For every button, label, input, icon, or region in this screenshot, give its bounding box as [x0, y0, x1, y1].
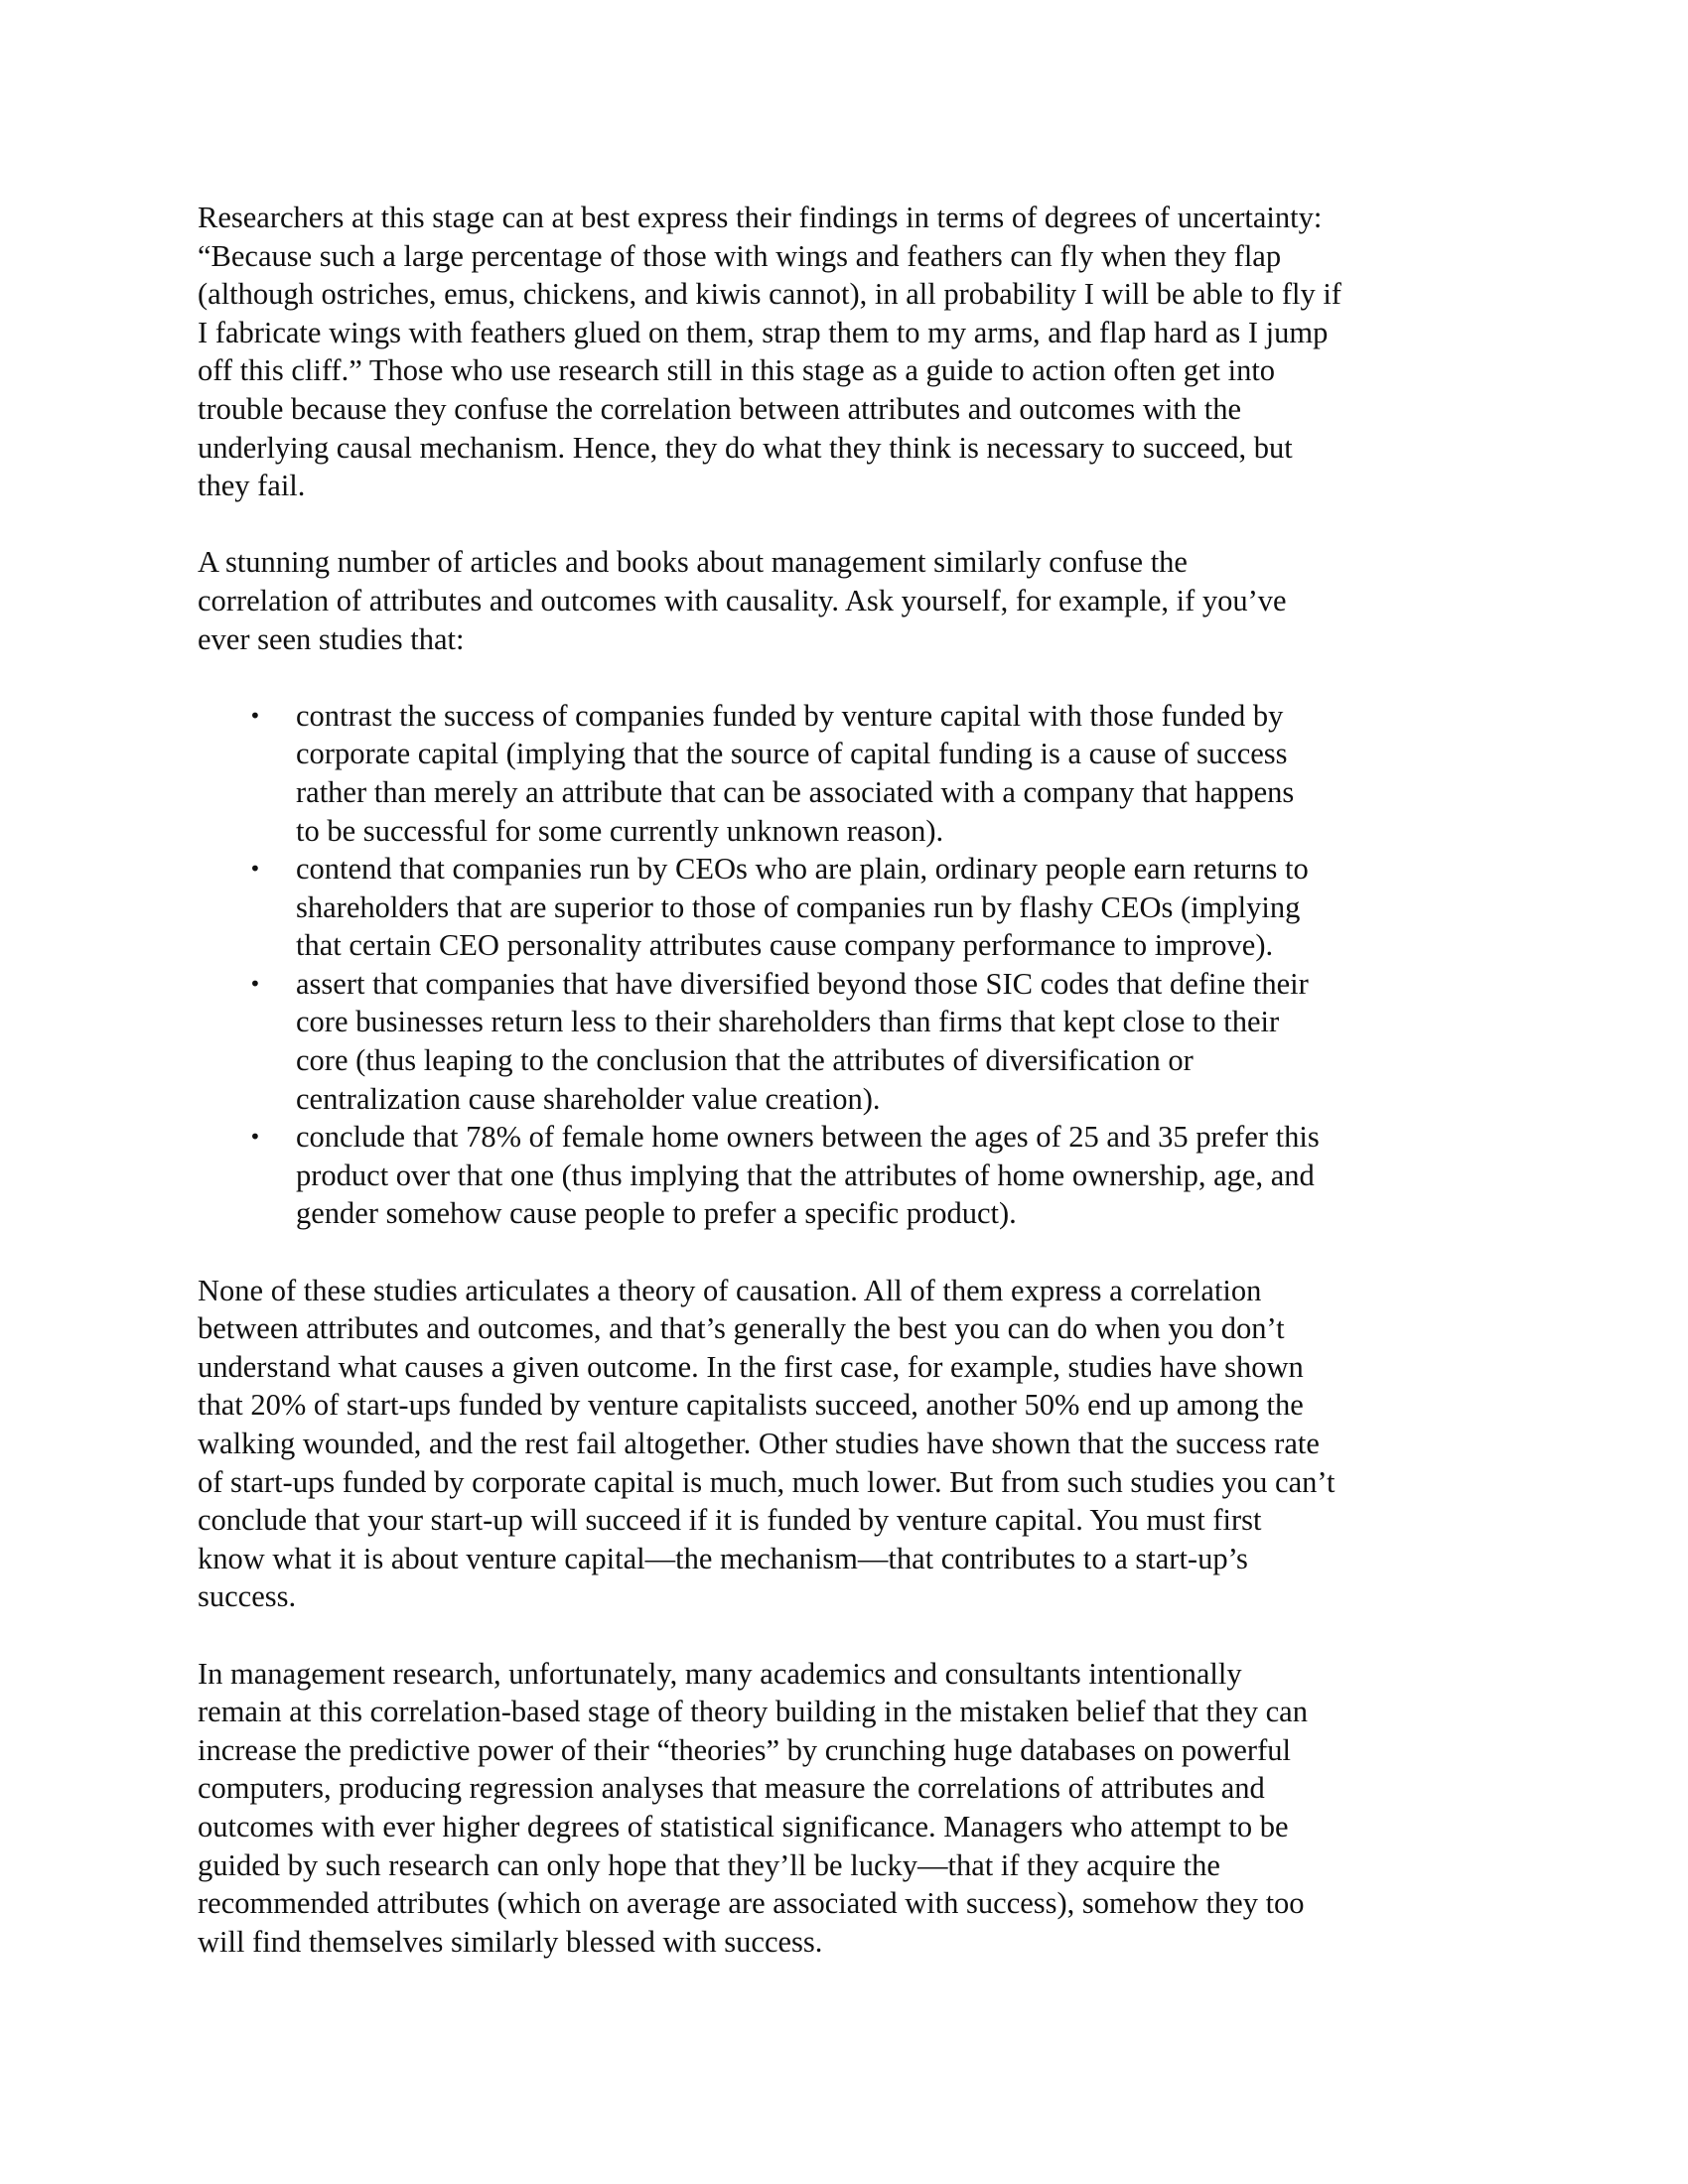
text-line: core (thus leaping to the conclusion that the attributes of diversification or	[296, 1043, 1194, 1078]
bullet-icon: •	[249, 703, 261, 728]
text-line: between attributes and outcomes, and that’s generally the best you can do when you don’t	[198, 1311, 1285, 1346]
text-line: shareholders that are superior to those of companies run by flashy CEOs (implying	[296, 889, 1301, 924]
text-line: know what it is about venture capital—the mechanism—that contributes to a start-up’s	[198, 1541, 1248, 1575]
list-item	[198, 1118, 1508, 1233]
text-line: rather than merely an attribute that can be associated with a company that happens	[296, 774, 1295, 809]
text-line: off this cliff.” Those who use research still in this stage as a guide to action often get into	[198, 353, 1276, 388]
text-line: core businesses return less to their shareholders than firms that kept close to their	[296, 1005, 1280, 1039]
text-line: recommended attributes (which on average are associated with success), somehow they too	[198, 1886, 1305, 1921]
bullet-icon: •	[249, 1125, 261, 1150]
paragraph	[198, 199, 1508, 505]
text-line: conclude that your start-up will succeed if it is funded by venture capital. You must first	[198, 1503, 1262, 1538]
text-line: product over that one (thus implying that the attributes of home ownership, age, and	[296, 1158, 1315, 1192]
text-line: trouble because they confuse the correlation between attributes and outcomes with the	[198, 391, 1242, 426]
list-item	[198, 697, 1508, 850]
bullet-icon: •	[249, 971, 261, 996]
text-line: correlation of attributes and outcomes with causality. Ask yourself, for example, if you’ve	[198, 583, 1287, 617]
text-line: underlying causal mechanism. Hence, they do what they think is necessary to succeed, but	[198, 430, 1293, 465]
text-line: of start-ups funded by corporate capital is much, much lower. But from such studies you can’t	[198, 1464, 1336, 1499]
text-line: gender somehow cause people to prefer a specific product).	[296, 1196, 1017, 1231]
text-line: that certain CEO personality attributes cause company performance to improve).	[296, 928, 1274, 963]
text-line: that 20% of start-ups funded by venture capitalists succeed, another 50% end up among the	[198, 1388, 1304, 1423]
text-line: conclude that 78% of female home owners between the ages of 25 and 35 prefer this	[296, 1120, 1320, 1155]
text-line: understand what causes a given outcome. In the first case, for example, studies have shown	[198, 1349, 1304, 1384]
list-item	[198, 850, 1508, 965]
text-line: I fabricate wings with feathers glued on them, strap them to my arms, and flap hard as I jump	[198, 315, 1329, 349]
text-line: computers, producing regression analyses that measure the correlations of attributes and	[198, 1771, 1265, 1806]
text-line: contrast the success of companies funded by venture capital with those funded by	[296, 698, 1284, 733]
text-line: (although ostriches, emus, chickens, and kiwis cannot), in all probability I will be able to fly if	[198, 277, 1341, 312]
document-body	[198, 199, 1508, 1999]
text-line: None of these studies articulates a theory of causation. All of them express a correlation	[198, 1273, 1262, 1307]
text-line: increase the predictive power of their “theories” by crunching huge databases on powerful	[198, 1732, 1291, 1767]
text-line: A stunning number of articles and books about management similarly confuse the	[198, 545, 1188, 580]
text-line: guided by such research can only hope that they’ll be lucky—that if they acquire the	[198, 1847, 1220, 1882]
text-line: centralization cause shareholder value creation).	[296, 1081, 881, 1116]
paragraph	[198, 1272, 1508, 1616]
text-line: contend that companies run by CEOs who are plain, ordinary people earn returns to	[296, 852, 1309, 887]
text-line: ever seen studies that:	[198, 621, 465, 656]
text-line: assert that companies that have diversified beyond those SIC codes that define their	[296, 966, 1309, 1001]
paragraph	[198, 1655, 1508, 1962]
list-item	[198, 965, 1508, 1118]
text-line: In management research, unfortunately, many academics and consultants intentionally	[198, 1656, 1242, 1691]
text-line: remain at this correlation-based stage of theory building in the mistaken belief that they can	[198, 1695, 1308, 1729]
text-line: outcomes with ever higher degrees of statistical significance. Managers who attempt to be	[198, 1809, 1289, 1843]
text-line: corporate capital (implying that the source of capital funding is a cause of success	[296, 737, 1288, 771]
bullet-icon: •	[249, 857, 261, 882]
text-line: “Because such a large percentage of those with wings and feathers can fly when they flap	[198, 238, 1282, 273]
text-line: success.	[198, 1579, 297, 1614]
bullet-list	[198, 697, 1508, 1233]
text-line: they fail.	[198, 469, 306, 503]
text-line: will find themselves similarly blessed with success.	[198, 1924, 823, 1959]
text-line: Researchers at this stage can at best express their findings in terms of degrees of uncertainty:	[198, 201, 1323, 234]
text-line: to be successful for some currently unknown reason).	[296, 813, 944, 848]
text-line: walking wounded, and the rest fail altogether. Other studies have shown that the success rate	[198, 1427, 1320, 1460]
paragraph	[198, 543, 1508, 658]
